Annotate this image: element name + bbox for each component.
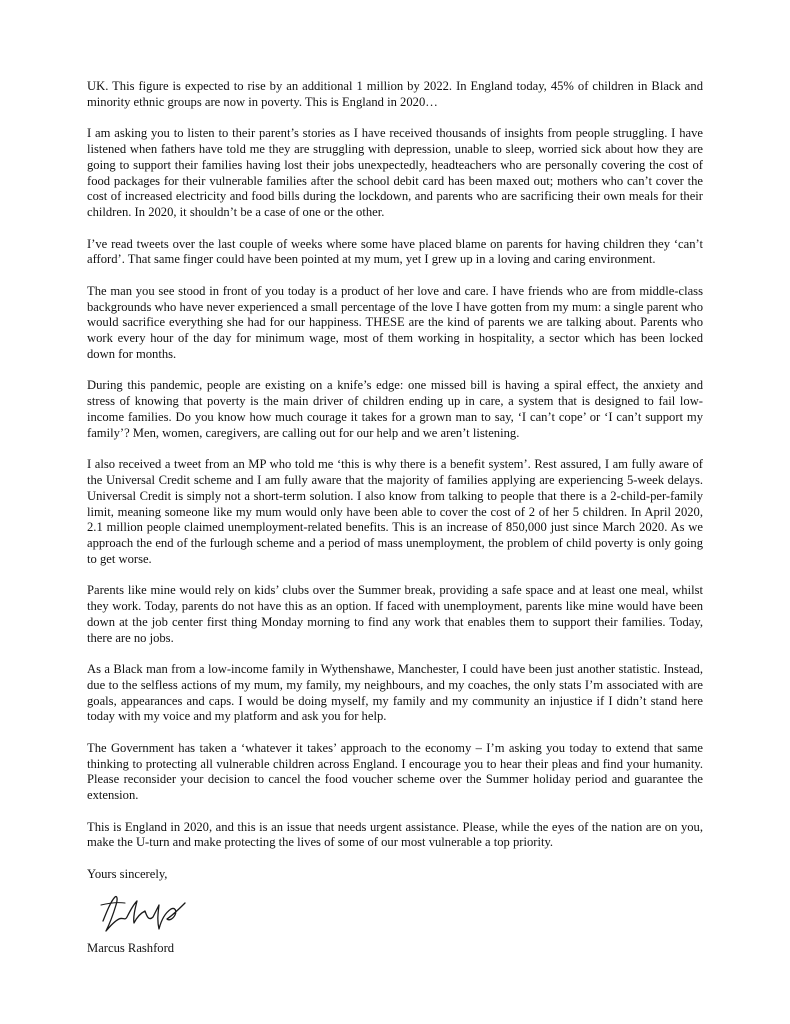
paragraph-9: The Government has taken a ‘whatever it takes’ approach to the economy – I’m asking you today to extend that same thinking to protecting all vulnerable children across England. I encourage you to hear their pleas and find your humanity. Please reconsider your decision to cancel the food voucher scheme over the Summer holiday period and guarantee the extension. [87,740,703,803]
signer-name: Marcus Rashford [87,940,175,955]
closing-salutation: Yours sincerely, [87,866,168,881]
paragraph-2: I am asking you to listen to their parent’s stories as I have received thousands of insights from people struggling. I have listened when fathers have told me they are struggling with depression, unable to sleep, worried sick about how they are going to support their families having lost their jobs unexpectedly, headteachers who are personally covering the cost of food packages for their vulnerable families after the school debit card has been maxed out; mothers who can’t cover the cost of increased electricity and food bills during the lockdown, and parents who are sacrificing their own meals for their children. In 2020, it shouldn’t be a case of one or the other. [87,126,703,220]
letter-page [87,79,703,956]
paragraph-10: This is England in 2020, and this is an issue that needs urgent assistance. Please, while the eyes of the nation are on you, make the U-turn and make protecting the lives of some of our most vulnerable a top priority. [87,819,703,850]
paragraph-1: UK. This figure is expected to rise by an additional 1 million by 2022. In England today, 45% of children in Black and minority ethnic groups are now in poverty. This is England in 2020… [87,79,703,109]
paragraph-7: Parents like mine would rely on kids’ clubs over the Summer break, providing a safe space and at least one meal, whilst they work. Today, parents do not have this as an option. If faced with unemployment, parents like mine would have been down at the job center first thing Monday morning to find any work that enables them to support their families. Today, there are no jobs. [87,583,703,645]
paragraph-4: The man you see stood in front of you today is a product of her love and care. I have friends who are from middle-class backgrounds who have never experienced a small percentage of the love I have gotten from my mum: a single parent who would sacrifice everything she had for our happiness. THESE are the kind of parents we are talking about. Parents who work every hour of the day for minimum wage, most of them working in hospitality, a sector which has been locked down for months. [87,283,703,361]
paragraph-3: I’ve read tweets over the last couple of weeks where some have placed blame on parents for having children they ‘can’t afford’. That same finger could have been pointed at my mum, yet I grew up in a loving and caring environment. [87,236,703,267]
paragraph-8: As a Black man from a low-income family in Wythenshawe, Manchester, I could have been just another statistic. Instead, due to the selfless actions of my mum, my family, my neighbours, and my coaches, the only stats I’m associated with are goals, appearances and caps. I would be doing myself, my family and my community an injustice if I didn’t stand here today with my voice and my platform and ask you for help. [87,662,703,724]
handwritten-signature [97,891,197,935]
paragraph-5: During this pandemic, people are existing on a knife’s edge: one missed bill is having a spiral effect, the anxiety and stress of knowing that poverty is the main driver of children ending up in care, a system that is designed to fail low-income families. Do you know how much courage it takes for a grown man to say, ‘I can’t cope’ or ‘I can’t support my family’? Men, women, caregivers, are calling out for our help and we aren’t listening. [87,378,703,440]
paragraph-6: I also received a tweet from an MP who told me ‘this is why there is a benefit system’. Rest assured, I am fully aware of the Universal Credit scheme and I am fully aware that the majority of families applying are experiencing 5-week delays. Universal Credit is simply not a short-term solution. I also know from talking to people that there is a 2-child-per-family limit, meaning someone like my mum would only have been able to cover the cost of 2 of her 5 children. In April 2020, 2.1 million people claimed unemployment-related benefits. This is an increase of 850,000 just since March 2020. As we approach the end of the furlough scheme and a period of mass unemployment, the problem of child poverty is only going to get worse. [87,457,703,566]
